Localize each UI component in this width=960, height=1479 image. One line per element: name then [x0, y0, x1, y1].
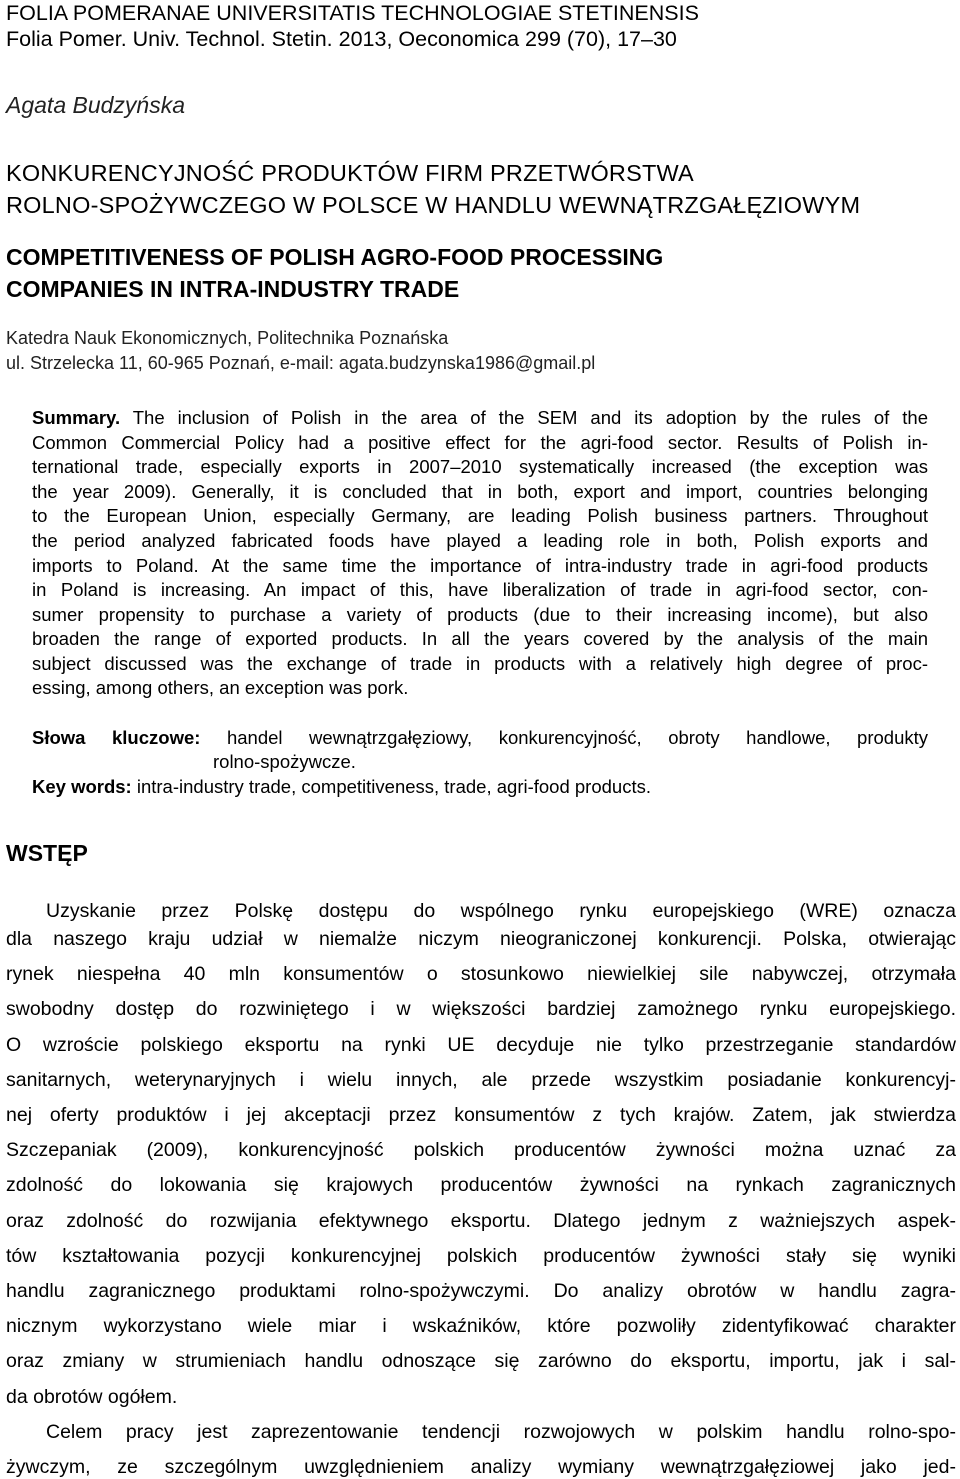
- body-line: Szczepaniak (2009), konkurencyjność polskich producentów żywności można uznać za: [6, 1139, 956, 1162]
- summary-line: in Poland is increasing. An impact of this, have liberalization of trade in agri-food sector, con-: [32, 579, 928, 600]
- affiliation-line-2: ul. Strzelecka 11, 60-965 Poznań, e-mail: agata.budzynska1986@gmail.pl: [6, 353, 596, 373]
- keywords-pl-text: handel wewnątrzgałęziowy, konkurencyjność, obroty handlowe, produkty: [226, 727, 928, 748]
- body-para-1-first-line: Uzyskanie przez Polskę dostępu do wspólnego rynku europejskiego (WRE) oznacza: [46, 900, 956, 922]
- summary-line: ternational trade, especially exports in 2007–2010 systematically increased (the exception was: [32, 456, 928, 477]
- body-line: nicznym wykorzystano wiele miar i wskaźników, które pozwoliły zidentyfikować charakter: [6, 1315, 956, 1338]
- title-pl-line-1: KONKURENCYJNOŚĆ PRODUKTÓW FIRM PRZETWÓRSTWA: [6, 160, 694, 186]
- summary-text: The inclusion of Polish in the area of the SEM and its adoption by the rules of the: [132, 407, 928, 428]
- keywords-en-label: Key words:: [32, 776, 132, 797]
- journal-citation: Folia Pomer. Univ. Technol. Stetin. 2013, Oeconomica 299 (70), 17–30: [6, 27, 677, 51]
- body-line: sanitarnych, weterynaryjnych i wielu innych, ale przede wszystkim posiadanie konkurencyj-: [6, 1068, 956, 1091]
- body-line: nej oferty produktów i jej akceptacji przez konsumentów z tych krajów. Zatem, jak stwierdza: [6, 1104, 956, 1126]
- keywords-en-text: intra-industry trade, competitiveness, trade, agri-food products.: [136, 776, 651, 797]
- title-pl-line-2: ROLNO-SPOŻYWCZEGO W POLSCE W HANDLU WEWNĄTRZGAŁĘZIOWYM: [6, 192, 861, 218]
- author-name: Agata Budzyńska: [6, 92, 186, 118]
- summary-line-1: [32, 407, 928, 429]
- summary-line: Common Commercial Policy had a positive effect for the agri-food sector. Results of Polish in-: [32, 432, 928, 453]
- journal-name: FOLIA POMERANAE UNIVERSITATIS TECHNOLOGIAE STETINENSIS: [6, 1, 699, 25]
- summary-label: Summary.: [32, 407, 121, 428]
- body-line: zdolność do lokowania się krajowych producentów żywności na rynkach zagranicznych: [6, 1174, 956, 1197]
- summary-line: sumer propensity to purchase a variety of products (due to their increasing income), but also: [32, 604, 928, 625]
- body-line: O wzroście polskiego eksportu na rynki UE decyduje nie tylko przestrzeganie standardów: [6, 1033, 956, 1056]
- body-para-2-first-line: Celem pracy jest zaprezentowanie tendencji rozwojowych w polskim handlu rolno-spo-: [46, 1420, 956, 1443]
- title-en-line-1: COMPETITIVENESS OF POLISH AGRO-FOOD PROCESSING: [6, 244, 664, 270]
- body-line: rynek niespełna 40 mln konsumentów o stosunkowo niewielkiej sile nabywczej, otrzymała: [6, 963, 956, 986]
- summary-line-last: essing, among others, an exception was pork.: [32, 677, 409, 698]
- title-en-line-2: COMPANIES IN INTRA-INDUSTRY TRADE: [6, 276, 460, 302]
- body-para-1-last-line: da obrotów ogółem.: [6, 1385, 178, 1408]
- body-line: oraz zdolność do rozwijania efektywnego eksportu. Dlatego jednym z ważniejszych aspek-: [6, 1209, 956, 1232]
- body-line: dla naszego kraju udział w niemalże niczym nieograniczonej konkurencji. Polska, otwierając: [6, 928, 956, 950]
- body-line: handlu zagranicznego produktami rolno-spożywczymi. Do analizy obrotów w handlu zagra-: [6, 1280, 956, 1302]
- keywords-pl-line-2: rolno-spożywcze.: [213, 751, 356, 772]
- summary-line: subject discussed was the exchange of trade in products with a relatively high degree of proc-: [32, 653, 928, 674]
- keywords-pl-label: Słowa kluczowe:: [32, 727, 201, 748]
- section-heading: WSTĘP: [6, 840, 88, 866]
- body-line: oraz zmiany w strumieniach handlu odnoszące się zarówno do eksportu, importu, jak i sal-: [6, 1350, 956, 1373]
- body-line: swobodny dostęp do rozwiniętego i w większości bardziej zamożnego rynku europejskiego.: [6, 998, 956, 1021]
- body-para-2-line-2: żywczym, ze szczególnym uwzględnieniem analizy wymiany wewnątrzgałęziowej jako jed-: [6, 1456, 956, 1478]
- affiliation-line-1: Katedra Nauk Ekonomicznych, Politechnika Poznańska: [6, 328, 449, 348]
- summary-line: imports to Poland. At the same time the importance of intra-industry trade in agri-food products: [32, 555, 928, 576]
- keywords-en: [32, 776, 651, 798]
- summary-line: broaden the range of exported products. In all the years covered by the analysis of the main: [32, 628, 928, 649]
- keywords-pl-line-1: [32, 727, 928, 749]
- summary-line: the period analyzed fabricated foods have played a leading role in both, Polish exports and: [32, 530, 928, 551]
- summary-line: to the European Union, especially Germany, are leading Polish business partners. Throughout: [32, 505, 928, 526]
- summary-line: the year 2009). Generally, it is concluded that in both, export and import, countries belonging: [32, 481, 928, 502]
- body-line: tów kształtowania pozycji konkurencyjnej polskich producentów żywności stały się wyniki: [6, 1244, 956, 1267]
